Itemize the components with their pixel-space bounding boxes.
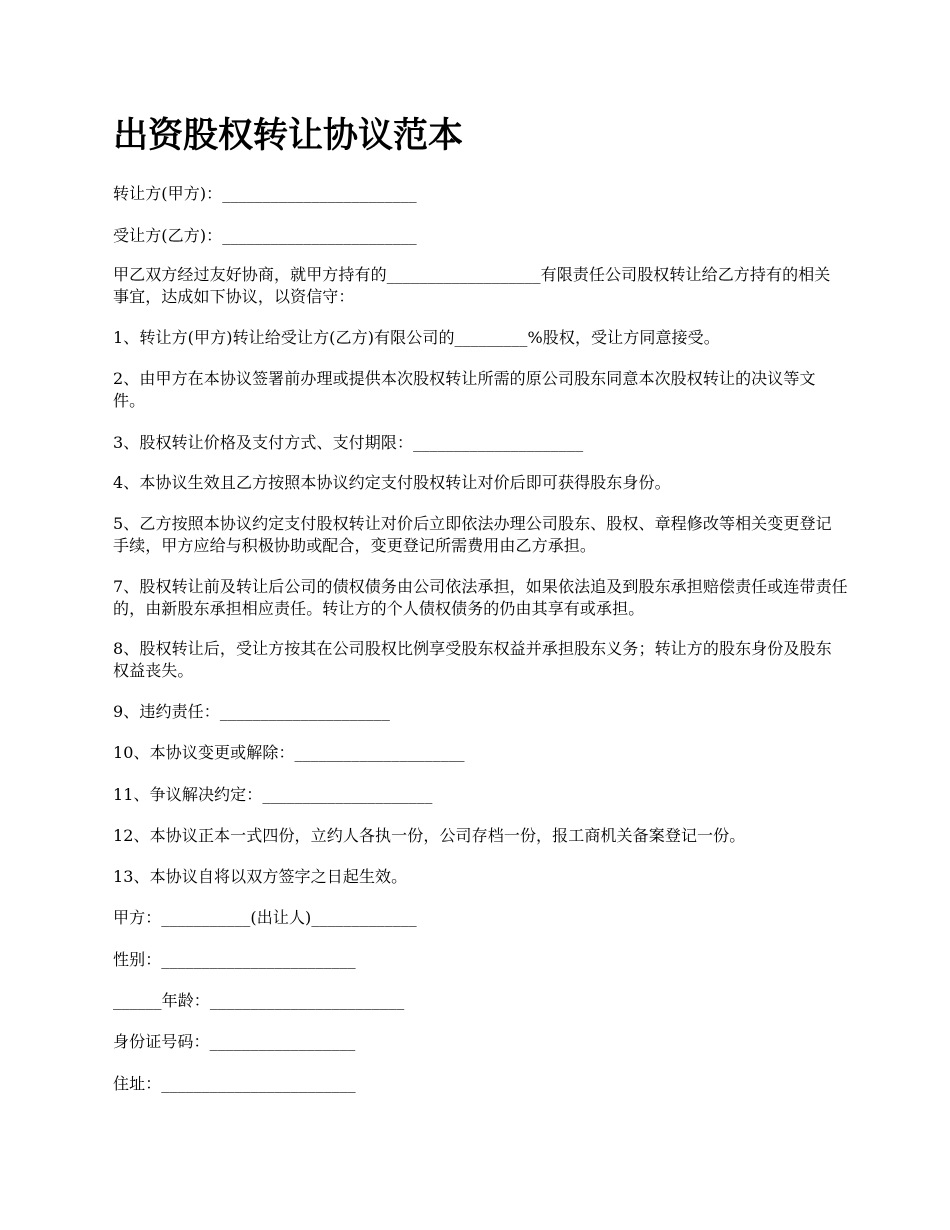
- clause-12: 12、本协议正本一式四份，立约人各执一份，公司存档一份，报工商机关备案登记一份。: [113, 826, 746, 845]
- address-line: 住址：________________________: [113, 1074, 356, 1093]
- clause-7: 7、股权转让前及转让后公司的债权债务由公司依法承担，如果依法追及到股东承担赔偿责任或连带责任的，由新股东承担相应责任。转让方的个人债权债务的仍由其享有或承担。: [113, 577, 848, 618]
- clause-2: 2、由甲方在本协议签署前办理或提供本次股权转让所需的原公司股东同意本次股权转让的决议等文件。: [113, 369, 816, 410]
- preamble-paragraph: 甲乙双方经过友好协商，就甲方持有的___________________有限责任公司股权转让给乙方持有的相关事宜，达成如下协议，以资信守：: [113, 265, 831, 306]
- clause-8: 8、股权转让后，受让方按其在公司股权比例享受股东权益并承担股东义务；转让方的股东身份及股东权益丧失。: [113, 639, 832, 680]
- clause-10: 10、本协议变更或解除：_____________________: [113, 743, 465, 762]
- age-line: ______年龄：________________________: [113, 991, 405, 1010]
- transferor-party-line: 转让方(甲方)：________________________: [113, 184, 417, 203]
- clause-11: 11、争议解决约定：_____________________: [113, 785, 433, 804]
- document-title: 出资股权转让协议范本: [113, 115, 464, 156]
- clause-3: 3、股权转让价格及支付方式、支付期限：_____________________: [113, 433, 584, 452]
- transferee-party-line: 受让方(乙方)：________________________: [113, 226, 417, 245]
- party-a-signature-line: 甲方：___________(出让人)_____________: [113, 908, 417, 927]
- clause-4: 4、本协议生效且乙方按照本协议约定支付股权转让对价后即可获得股东身份。: [113, 473, 671, 492]
- id-number-line: 身份证号码：__________________: [113, 1032, 356, 1051]
- clause-13: 13、本协议自将以双方签字之日起生效。: [113, 867, 408, 886]
- clause-5: 5、乙方按照本协议约定支付股权转让对价后立即依法办理公司股东、股权、章程修改等相关变更登记手续，甲方应给与积极协助或配合，变更登记所需费用由乙方承担。: [113, 514, 832, 555]
- clause-1: 1、转让方(甲方)转让给受让方(乙方)有限公司的_________%股权，受让方同意接受。: [113, 328, 720, 347]
- gender-line: 性别：________________________: [113, 950, 356, 969]
- clause-9: 9、违约责任：_____________________: [113, 702, 390, 721]
